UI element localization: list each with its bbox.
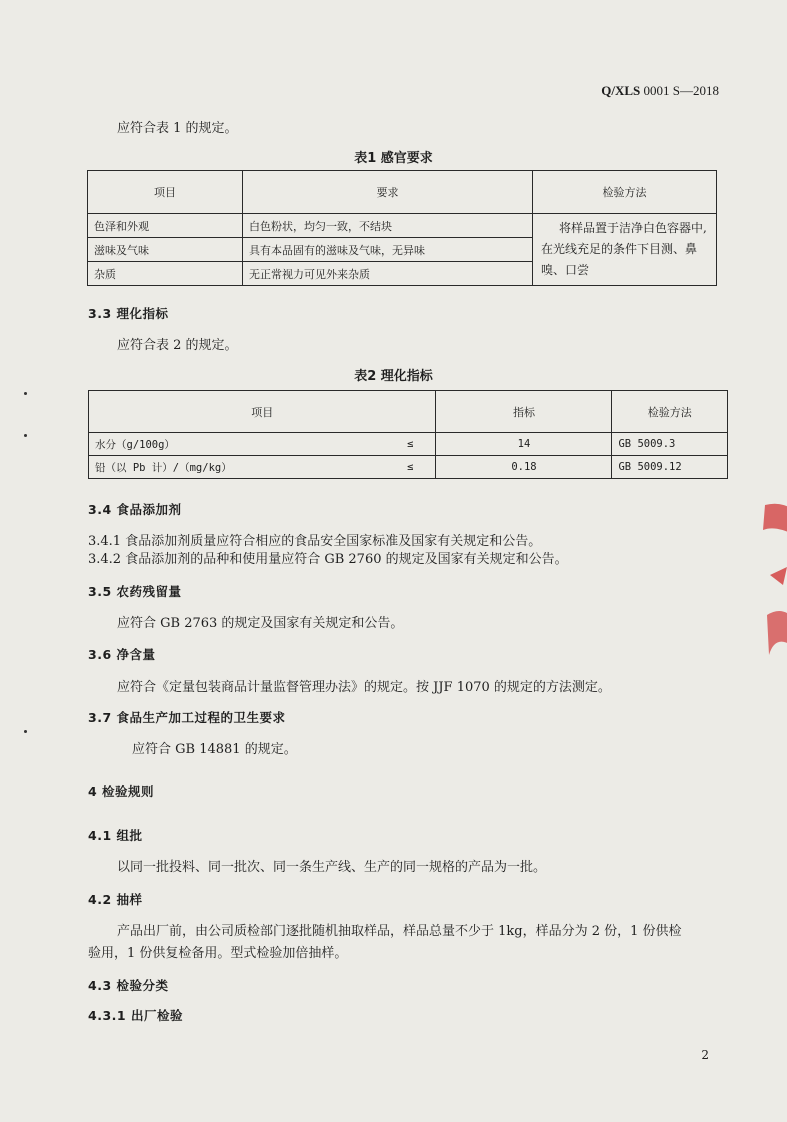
intro-text: 应符合表 1 的规定。 [117,121,238,136]
table1-header-method: 检验方法 [533,171,717,214]
section-4-2-title: 4.2 抽样 [88,892,143,907]
section-3-7-title: 3.7 食品生产加工过程的卫生要求 [88,710,286,725]
table2-row2-method: GB 5009.12 [612,456,728,479]
table2-row1-op: ≤ [357,433,436,456]
scan-mark [24,730,27,733]
sensory-table [87,170,717,286]
scan-mark [24,434,27,437]
section-4-2-line2: 验用，1 份供复检备用。型式检验加倍抽样。 [88,946,348,961]
section-4-title: 4 检验规则 [88,784,155,799]
method-line-1: 将样品置于洁净白色容器中, [559,221,707,235]
table2-row2-value: 0.18 [436,456,612,479]
section-3-5-text: 应符合 GB 2763 的规定及国家有关规定和公告。 [117,616,404,631]
section-4-1-text: 以同一批投料、同一批次、同一条生产线、生产的同一规格的产品为一批。 [117,860,547,875]
table2-row1-method: GB 5009.3 [612,433,728,456]
red-seal-fragment [755,495,787,665]
table1-row2-item: 滋味及气味 [88,238,243,262]
table2-header-index: 指标 [436,391,612,433]
section-4-3-title: 4.3 检验分类 [88,978,169,993]
section-3-3-text: 应符合表 2 的规定。 [117,338,238,353]
table1-row3-req: 无正常视力可见外来杂质 [243,262,533,286]
table1-row2-req: 具有本品固有的滋味及气味，无异味 [243,238,533,262]
table1-row3-item: 杂质 [88,262,243,286]
table1-method-cell [533,214,717,286]
section-3-4-2: 3.4.2 食品添加剂的品种和使用量应符合 GB 2760 的规定及国家有关规定和公告。 [88,552,568,567]
section-3-4-1: 3.4.1 食品添加剂质量应符合相应的食品安全国家标准及国家有关规定和公告。 [88,534,542,549]
table2-row1-item: 水分（g/100g） [89,433,358,456]
section-4-3-1-title: 4.3.1 出厂检验 [88,1008,183,1023]
table2-header-method: 检验方法 [612,391,728,433]
standard-number: 0001 S—2018 [643,83,719,98]
section-3-6-title: 3.6 净含量 [88,647,156,662]
section-3-3-title: 3.3 理化指标 [88,306,169,321]
section-3-7-text: 应符合 GB 14881 的规定。 [132,742,297,757]
physicochemical-table [88,390,728,479]
table1-caption: 表1 感官要求 [354,151,433,166]
table2-caption: 表2 理化指标 [354,369,433,384]
section-3-5-title: 3.5 农药残留量 [88,584,182,599]
page-number: 2 [701,1048,709,1062]
table2-header-item: 项目 [89,391,436,433]
table2-row2-item: 铅（以 Pb 计）/（mg/kg） [89,456,358,479]
section-4-1-title: 4.1 组批 [88,828,143,843]
method-line-2: 在光线充足的条件下目测、鼻 [541,242,698,256]
document-code [601,83,719,99]
table1-row1-item: 色泽和外观 [88,214,243,238]
section-3-6-text: 应符合《定量包装商品计量监督管理办法》的规定。按 JJF 1070 的规定的方法测定。 [117,680,611,695]
scan-mark [24,392,27,395]
table1-row1-req: 白色粉状，均匀一致，不结块 [243,214,533,238]
method-line-3: 嗅、口尝 [541,263,590,277]
table2-row1-value: 14 [436,433,612,456]
standard-code: Q/XLS [601,83,641,98]
table1-header-requirement: 要求 [243,171,533,214]
table1-header-item: 项目 [88,171,243,214]
section-3-4-title: 3.4 食品添加剂 [88,502,182,517]
table2-row2-op: ≤ [357,456,436,479]
section-4-2-line1: 产品出厂前，由公司质检部门逐批随机抽取样品，样品总量不少于 1kg，样品分为 2 份，1 份供检 [117,924,682,939]
